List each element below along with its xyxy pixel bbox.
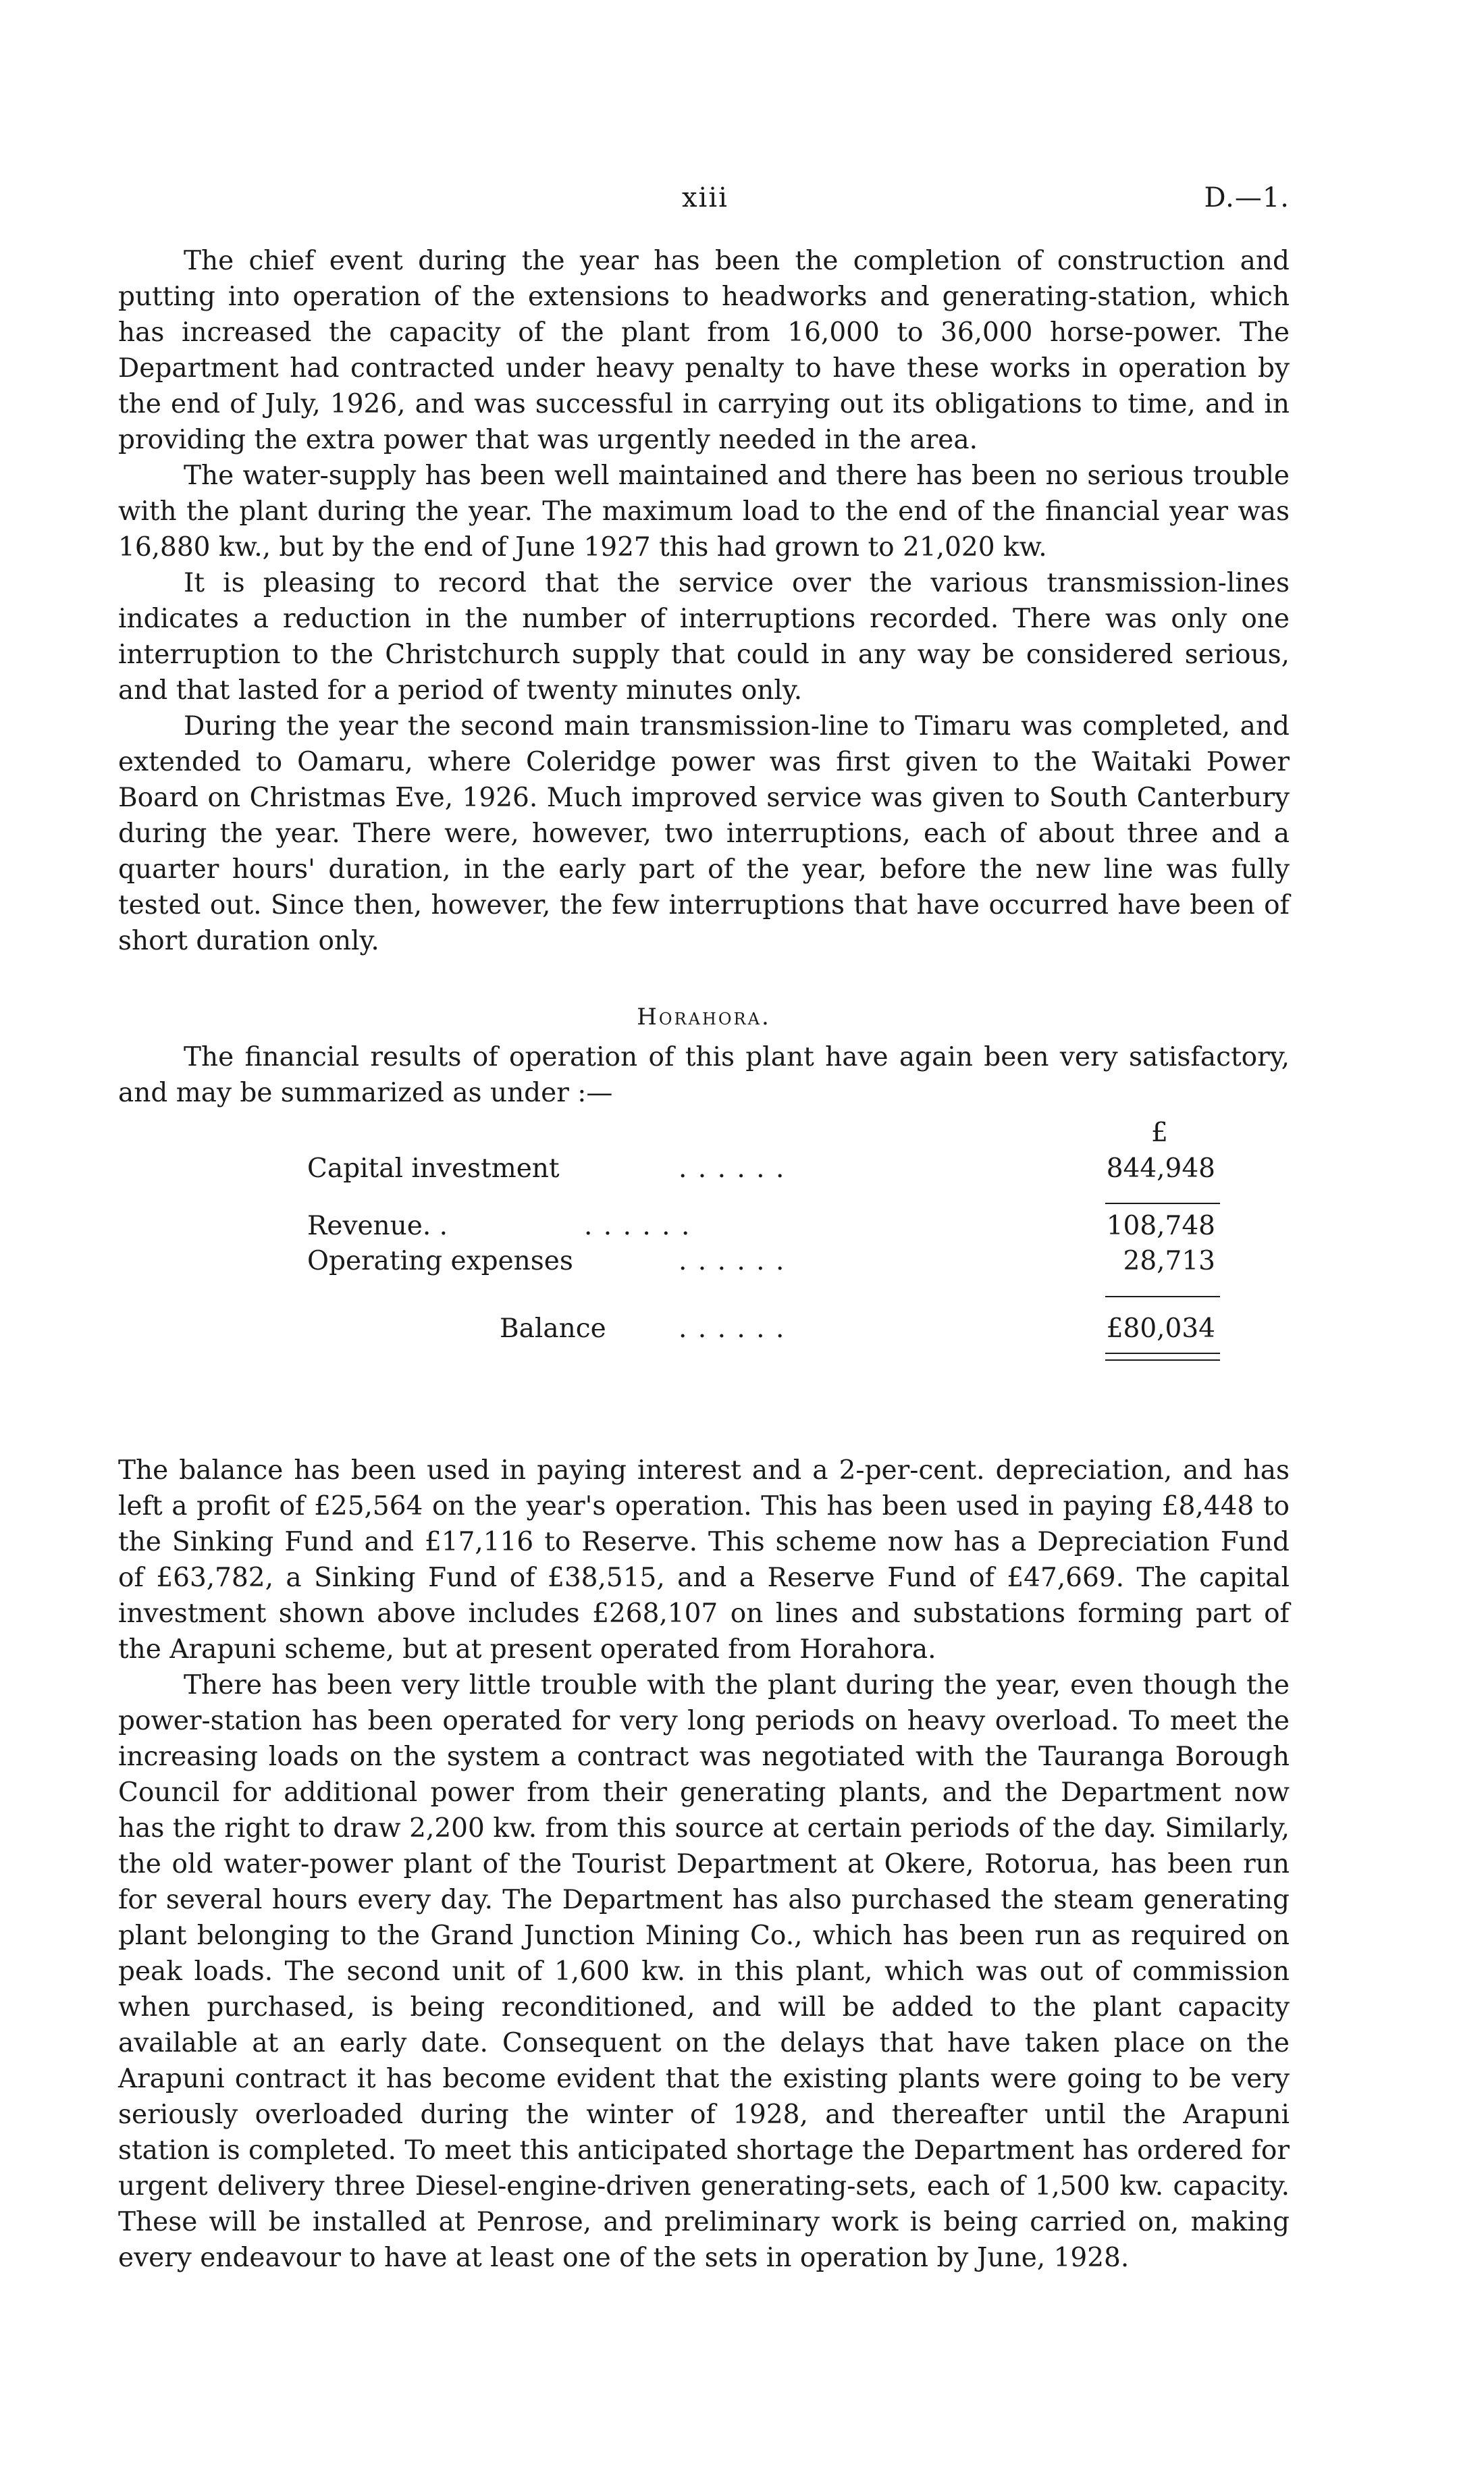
row-amount: 28,713 (1123, 1246, 1215, 1276)
row-amount: 108,748 (1106, 1211, 1215, 1241)
table-row-revenue (118, 1208, 1290, 1244)
row-label: Balance (500, 1313, 606, 1344)
leader-dots: . . . . . . (584, 1211, 691, 1241)
table-row-expenses (118, 1243, 1290, 1279)
leader-dots: . . . . . . (679, 1246, 786, 1276)
section-heading-horahora: Horahora. (637, 1004, 771, 1031)
table-row-balance (118, 1311, 1290, 1347)
page-header (118, 182, 1290, 223)
leader-dots: . . . . . . (679, 1313, 786, 1344)
financial-summary-table (118, 1115, 1290, 1439)
paragraph-plant-operation: There has been very little trouble with the plant during the year, even though the power-station has been operated for very long periods on heavy overload. To meet the increasing loads on the system a contract was negotiated with the Tauranga Borough Council for additional power from their generating plants, and the Department now has the right to draw 2,200 kw. from this source at certain periods of the day. Similarly, the old water-power plant of the Tourist Department at Okere, Rotorua, has been run for several hours every day. The Department has also purchased the steam generating plant belonging to the Grand Junction Mining Co., which has been run as required on peak loads. The second unit of 1,600 kw. in this plant, which was out of commission when purchased, is being reconditioned, and will be added to the plant capacity available at an early date. Consequent on the delays that have taken place on the Arapuni contract it has become evident that the existing plants were going to be very seriously overloaded during the winter of 1928, and thereafter until the Arapuni station is completed. To meet this anticipated shortage the Department has ordered for urgent delivery three Diesel-engine-driven generating-sets, each of 1,500 kw. capacity. These will be installed at Penrose, and preliminary work is being carried on, making every endeavour to have at least one of the sets in operation by June, 1928. (118, 1670, 1290, 2273)
paragraph-water-supply: The water-supply has been well maintained and there has been no serious trouble with the plant during the year. The maximum load to the end of the financial year was 16,880 kw., but by the end of June 1927 this had grown to 21,020 kw. (118, 461, 1290, 563)
paragraph-financial-intro: The financial results of operation of this plant have again been very satisfactory, and may be summarized as under :— (118, 1042, 1290, 1108)
table-rule (1105, 1296, 1220, 1297)
table-double-rule (1105, 1353, 1220, 1361)
page-number: xiii (682, 182, 728, 213)
row-label: Capital investment (307, 1153, 560, 1184)
paragraph-transmission-lines: It is pleasing to record that the service over the various transmission-lines indicates a reduction in the number of interruptions recorded. There was only one interruption to the Christchurch supply that could in any way be considered serious, and that lasted for a period of twenty minutes only. (118, 568, 1290, 706)
paragraph-coleridge-event: The chief event during the year has been the completion of construction and putting into operation of the extensions to headworks and generating-station, which has increased the capacity of the plant from 16,000 to 36,000 horse-power. The Department had contracted under heavy penalty to have these works in operation by the end of July, 1926, and was successful in carrying out its obligations to time, and in providing the extra power that was urgently needed in the area. (118, 246, 1290, 455)
row-amount: £80,034 (1106, 1313, 1215, 1344)
document-reference: D.—1. (1204, 182, 1290, 213)
row-amount: 844,948 (1106, 1153, 1215, 1184)
leader-dots: . . . . . . (679, 1153, 786, 1184)
row-label: Revenue. . (307, 1211, 448, 1241)
paragraph-balance-usage: The balance has been used in paying interest and a 2-per-cent. depreciation, and has left a profit of £25,564 on the year's operation. This has been used in paying £8,448 to the Sinking Fund and £17,116 to Reserve. This scheme now has a Depreciation Fund of £63,782, a Sinking Fund of £38,515, and a Reserve Fund of £47,669. The capital investment shown above includes £268,107 on lines and substations forming part of the Arapuni scheme, but at present operated from Horahora. (118, 1455, 1290, 1665)
table-row-capital (118, 1151, 1290, 1187)
currency-header: £ (1151, 1118, 1168, 1148)
page-body (118, 243, 1290, 2276)
paragraph-timaru-line: During the year the second main transmission-line to Timaru was completed, and extended to Oamaru, where Coleridge power was first given to the Waitaki Power Board on Christmas Eve, 1926. Much improved service was given to South Canterbury during the year. There were, however, two interruptions, each of about three and a quarter hours' duration, in the early part of the year, before the new line was fully tested out. Since then, however, the few interruptions that have occurred have been of short duration only. (118, 711, 1290, 956)
row-label: Operating expenses (307, 1246, 573, 1276)
table-rule (1105, 1203, 1220, 1204)
